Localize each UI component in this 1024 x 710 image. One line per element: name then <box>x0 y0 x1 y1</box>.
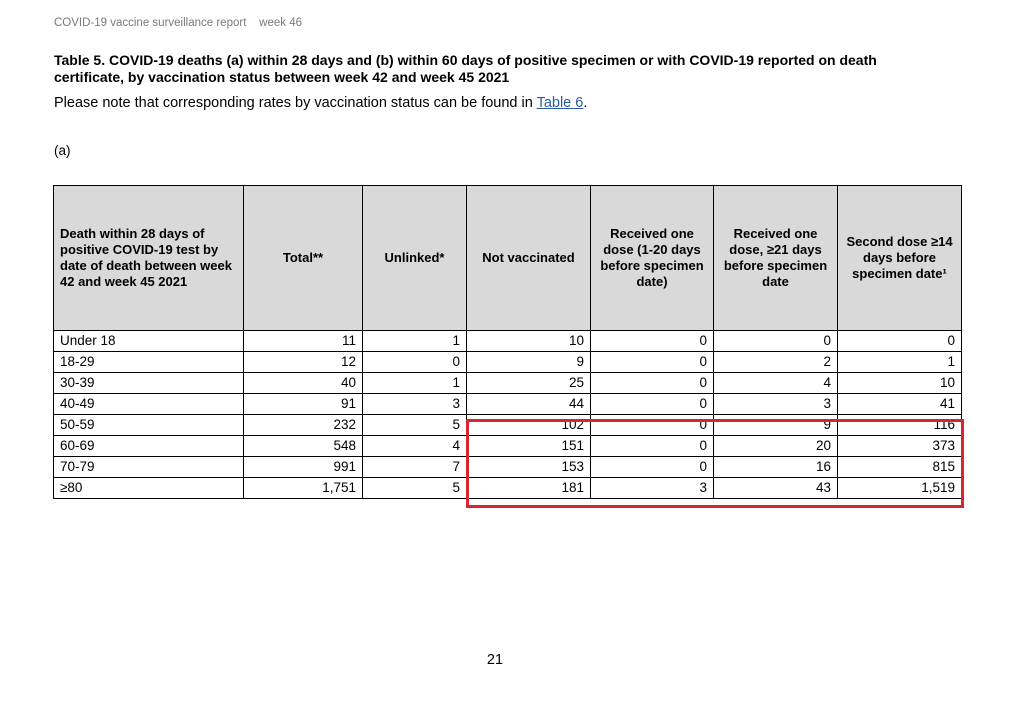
cell-age-group: 30-39 <box>54 373 244 394</box>
cell-second-dose: 815 <box>838 457 962 478</box>
table-row <box>54 457 962 478</box>
cell-unlinked: 7 <box>363 457 467 478</box>
cell-one-dose-1-20: 0 <box>591 457 714 478</box>
cell-not-vaccinated: 151 <box>467 436 591 457</box>
table-row <box>54 331 962 352</box>
cell-one-dose-1-20: 0 <box>591 331 714 352</box>
cell-age-group: 18-29 <box>54 352 244 373</box>
note-prefix: Please note that corresponding rates by vaccination status can be found in <box>54 95 537 111</box>
cell-not-vaccinated: 10 <box>467 331 591 352</box>
deaths-table <box>53 185 962 499</box>
cell-not-vaccinated: 181 <box>467 478 591 499</box>
cell-not-vaccinated: 25 <box>467 373 591 394</box>
cell-one-dose-1-20: 0 <box>591 352 714 373</box>
header-row <box>54 186 962 331</box>
cell-one-dose-21plus: 2 <box>714 352 838 373</box>
cell-age-group: ≥80 <box>54 478 244 499</box>
cell-one-dose-21plus: 43 <box>714 478 838 499</box>
cell-not-vaccinated: 9 <box>467 352 591 373</box>
header-one-dose-1-20: Received one dose (1-20 days before specimen date) <box>591 186 714 331</box>
cell-one-dose-21plus: 4 <box>714 373 838 394</box>
cell-total: 91 <box>244 394 363 415</box>
running-header: COVID-19 vaccine surveillance report week 46 <box>54 17 302 29</box>
cell-not-vaccinated: 102 <box>467 415 591 436</box>
cell-one-dose-21plus: 9 <box>714 415 838 436</box>
part-label: (a) <box>54 143 71 158</box>
cell-one-dose-1-20: 3 <box>591 478 714 499</box>
table-title: Table 5. COVID-19 deaths (a) within 28 days and (b) within 60 days of positive specimen or with COVID-19 reported on death certificate, by vaccination status between week 42 and week 45 2021 <box>54 52 877 85</box>
cell-total: 232 <box>244 415 363 436</box>
table-row <box>54 394 962 415</box>
cell-second-dose: 10 <box>838 373 962 394</box>
cell-age-group: 60-69 <box>54 436 244 457</box>
cell-second-dose: 1,519 <box>838 478 962 499</box>
cell-one-dose-1-20: 0 <box>591 394 714 415</box>
cell-unlinked: 5 <box>363 478 467 499</box>
cell-second-dose: 116 <box>838 415 962 436</box>
table-row <box>54 373 962 394</box>
cell-one-dose-1-20: 0 <box>591 373 714 394</box>
cell-second-dose: 1 <box>838 352 962 373</box>
cell-age-group: 40-49 <box>54 394 244 415</box>
cell-second-dose: 373 <box>838 436 962 457</box>
cell-not-vaccinated: 153 <box>467 457 591 478</box>
cell-total: 11 <box>244 331 363 352</box>
table-row <box>54 436 962 457</box>
cell-total: 12 <box>244 352 363 373</box>
cell-one-dose-21plus: 3 <box>714 394 838 415</box>
table-row <box>54 352 962 373</box>
cell-unlinked: 0 <box>363 352 467 373</box>
note <box>54 95 587 111</box>
cell-age-group: 70-79 <box>54 457 244 478</box>
cell-age-group: 50-59 <box>54 415 244 436</box>
cell-not-vaccinated: 44 <box>467 394 591 415</box>
header-second-dose: Second dose ≥14 days before specimen date¹ <box>838 186 962 331</box>
cell-one-dose-1-20: 0 <box>591 415 714 436</box>
cell-unlinked: 4 <box>363 436 467 457</box>
cell-unlinked: 3 <box>363 394 467 415</box>
table-row <box>54 478 962 499</box>
cell-total: 1,751 <box>244 478 363 499</box>
cell-second-dose: 41 <box>838 394 962 415</box>
note-suffix: . <box>583 95 588 111</box>
cell-total: 548 <box>244 436 363 457</box>
header-age-group: Death within 28 days of positive COVID-19 test by date of death between week 42 and week 45 2021 <box>54 186 244 331</box>
table-6-link[interactable]: Table 6 <box>536 95 584 111</box>
cell-one-dose-1-20: 0 <box>591 436 714 457</box>
header-total: Total** <box>244 186 363 331</box>
header-not-vaccinated: Not vaccinated <box>467 186 591 331</box>
cell-one-dose-21plus: 0 <box>714 331 838 352</box>
cell-one-dose-21plus: 16 <box>714 457 838 478</box>
cell-unlinked: 1 <box>363 331 467 352</box>
cell-second-dose: 0 <box>838 331 962 352</box>
cell-total: 40 <box>244 373 363 394</box>
page-number: 21 <box>486 652 504 668</box>
cell-unlinked: 1 <box>363 373 467 394</box>
cell-unlinked: 5 <box>363 415 467 436</box>
header-unlinked: Unlinked* <box>363 186 467 331</box>
cell-total: 991 <box>244 457 363 478</box>
cell-one-dose-21plus: 20 <box>714 436 838 457</box>
header-one-dose-21plus: Received one dose, ≥21 days before specimen date <box>714 186 838 331</box>
cell-age-group: Under 18 <box>54 331 244 352</box>
table-row <box>54 415 962 436</box>
